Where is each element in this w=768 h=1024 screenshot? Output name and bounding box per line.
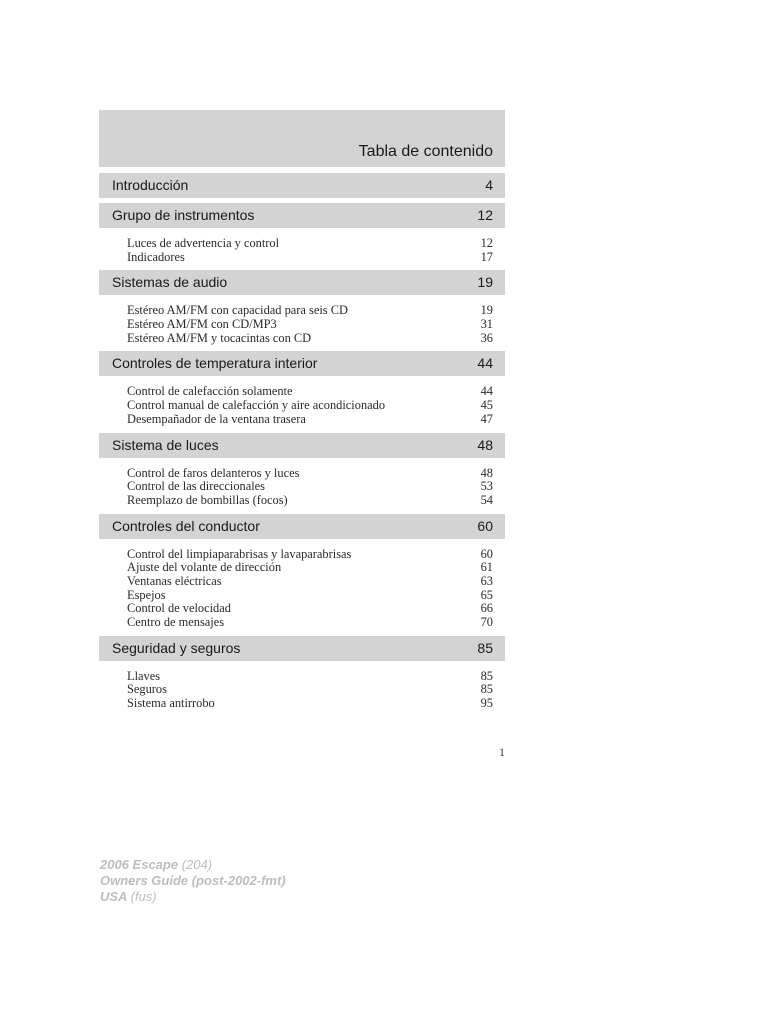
toc-entry-title: Control del limpiaparabrisas y lavaparabrisas [127,546,352,561]
toc-entry[interactable] [99,616,505,630]
footer-model: 2006 Escape [100,857,179,872]
toc-entry-title: Centro de mensajes [127,615,225,629]
toc-entry-title: Estéreo AM/FM y tocacintas con CD [127,330,312,345]
toc-entry-page: 61 [480,560,493,575]
toc-section-title: Introducción [112,177,189,193]
toc-entry[interactable] [99,413,505,427]
toc-entry[interactable] [99,318,505,332]
toc-section-header[interactable] [99,270,505,295]
footer-market-code: (fus) [130,889,157,904]
toc-section-page: 48 [477,436,493,453]
toc-section-title: Sistemas de audio [112,274,228,291]
toc-entry-page: 54 [480,492,493,507]
toc-entry-title: Luces de advertencia y control [127,236,280,250]
toc-section-header[interactable] [99,433,505,458]
toc-entry[interactable] [99,561,505,575]
toc-entry-page: 70 [480,615,493,629]
toc-section-title: Controles de temperatura interior [112,355,318,372]
toc-section-page: 85 [477,639,493,656]
toc-entry[interactable] [99,589,505,603]
toc-entry-list [99,295,505,351]
toc-entry-page: 63 [480,573,493,588]
toc-entry-page: 45 [480,398,493,413]
footer-model-code: (204) [181,857,213,872]
toc-section-header[interactable] [99,514,505,539]
footer-market: USA [100,889,127,904]
toc-entry-title: Control de calefacción solamente [127,384,293,399]
toc-entry-title: Ventanas eléctricas [127,573,222,588]
toc-section-page: 12 [477,207,493,223]
toc-entry-list [99,376,505,432]
toc-entry-title: Estéreo AM/FM con CD/MP3 [127,317,277,332]
page-number: 1 [499,745,505,759]
toc-entry-title: Estéreo AM/FM con capacidad para seis CD [127,303,348,318]
toc-entry[interactable] [99,494,505,508]
toc-entry-title: Control de velocidad [127,601,231,616]
toc-section-page: 44 [477,355,493,372]
toc-entry[interactable] [99,251,505,265]
toc-section-page: 4 [485,177,493,193]
toc-entry-page: 95 [480,696,493,711]
toc-entry[interactable] [99,670,505,684]
toc-entry-page: 19 [480,303,493,318]
toc-entry-page: 31 [480,317,493,332]
toc-entry[interactable] [99,385,505,399]
toc-entry-title: Seguros [127,682,167,697]
toc-entry[interactable] [99,467,505,481]
toc-section-title: Grupo de instrumentos [112,207,255,223]
toc-section-title: Sistema de luces [112,436,219,453]
toc-entry-title: Control de las direccionales [127,479,265,494]
footer-guide: Owners Guide (post-2002-fmt) [100,873,286,888]
toc-entry[interactable] [99,683,505,697]
toc-entry-list [99,539,505,636]
toc-entry-title: Control de faros delanteros y luces [127,465,300,480]
toc-entry[interactable] [99,697,505,711]
toc-entry-page: 53 [480,479,493,494]
toc-section-title: Seguridad y seguros [112,639,241,656]
toc-section-header[interactable] [99,351,505,376]
toc-entry-title: Espejos [127,587,166,602]
toc-entry[interactable] [99,575,505,589]
toc-entry-page: 85 [480,682,493,697]
toc-entry[interactable] [99,332,505,346]
toc-entry-title: Reemplazo de bombillas (focos) [127,492,288,507]
toc-entry-title: Llaves [127,668,161,683]
toc-entry-page: 60 [480,546,493,561]
toc-entry-title: Ajuste del volante de dirección [127,560,282,575]
toc-section-page: 60 [477,517,493,534]
toc-entry-title: Desempañador de la ventana trasera [127,411,306,426]
toc-entry-page: 47 [480,411,493,426]
toc-entry-page: 12 [480,236,493,250]
toc-entry-page: 44 [480,384,493,399]
toc-entry[interactable] [99,237,505,251]
toc-section-header[interactable] [99,203,505,228]
page-title: Tabla de contenido [358,143,493,160]
toc-section-page: 19 [477,274,493,291]
toc-entry-page: 65 [480,587,493,602]
toc-entry-title: Indicadores [127,249,185,264]
toc-entry-page: 48 [480,465,493,480]
toc-entry-title: Sistema antirrobo [127,696,215,711]
table-of-contents [99,173,505,717]
toc-section-header[interactable] [99,636,505,661]
document-footer [100,857,286,905]
toc-entry-title: Control manual de calefacción y aire acondicionado [127,398,386,413]
toc-entry[interactable] [99,304,505,318]
toc-section-title: Controles del conductor [112,517,260,534]
toc-entry-list [99,661,505,717]
toc-entry[interactable] [99,399,505,413]
toc-entry-page: 85 [480,668,493,683]
toc-entry-page: 36 [480,330,493,345]
toc-header [99,110,505,167]
toc-entry[interactable] [99,602,505,616]
toc-section-header[interactable] [99,173,505,198]
toc-entry-page: 66 [480,601,493,616]
toc-entry[interactable] [99,480,505,494]
toc-entry-list [99,228,505,270]
toc-entry[interactable] [99,548,505,562]
toc-entry-list [99,458,505,514]
toc-entry-page: 17 [480,249,493,264]
